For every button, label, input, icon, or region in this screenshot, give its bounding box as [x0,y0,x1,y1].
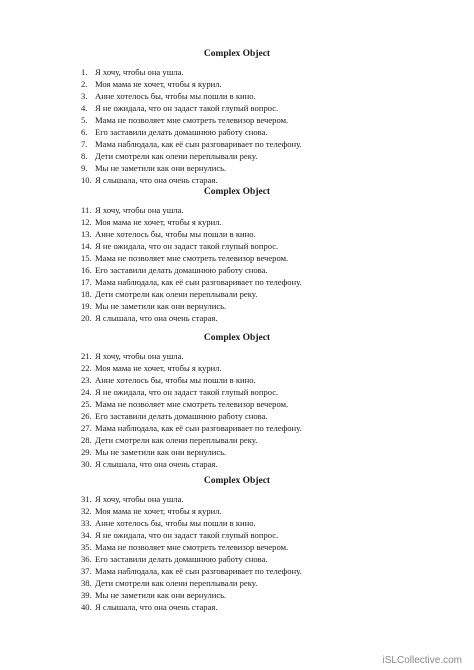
item-text: Моя мама не хочет, чтобы я курил. [95,363,222,373]
item-text: Мама не позволяет мне смотреть телевизор вечером. [95,399,289,409]
item-number: 20. [81,313,92,323]
item-text: Я хочу, чтобы она ушла. [95,205,184,215]
item-number: 36. [81,554,92,564]
list-item [81,204,302,216]
item-number: 25. [81,399,92,409]
item-text: Мы не заметили как они вернулись. [95,301,227,311]
list-item [81,350,302,362]
item-number: 9. [81,163,88,173]
item-number: 4. [81,103,88,113]
item-number: 3. [81,91,88,101]
item-text: Я хочу, чтобы она ушла. [95,67,184,77]
list-item [81,529,302,541]
item-text: Дети смотрели как олени переплывали реку. [95,578,258,588]
item-text: Я слышала, что она очень старая. [95,175,218,185]
item-text: Мы не заметили как они вернулись. [95,590,227,600]
sentence-list [81,204,302,324]
list-item [81,505,302,517]
list-item [81,162,302,174]
item-number: 28. [81,435,92,445]
list-item [81,228,302,240]
item-text: Я не ожидала, что он задаст такой глупый вопрос. [95,103,279,113]
list-item [81,288,302,300]
item-number: 33. [81,518,92,528]
list-item [81,601,302,613]
list-item [81,422,302,434]
item-text: Я слышала, что она очень старая. [95,602,218,612]
list-item [81,312,302,324]
item-number: 15. [81,253,92,263]
item-text: Мама наблюдала, как её сын разговаривает по телефону. [95,139,302,149]
list-item [81,493,302,505]
item-number: 18. [81,289,92,299]
item-text: Анне хотелось бы, чтобы мы пошли в кино. [95,229,256,239]
list-item [81,458,302,470]
list-item [81,565,302,577]
item-number: 12. [81,217,92,227]
item-number: 30. [81,459,92,469]
list-item [81,174,302,186]
list-item [81,300,302,312]
item-number: 27. [81,423,92,433]
item-text: Моя мама не хочет, чтобы я курил. [95,506,222,516]
list-item [81,114,302,126]
item-number: 8. [81,151,88,161]
item-text: Мама наблюдала, как её сын разговаривает по телефону. [95,423,302,433]
list-item [81,517,302,529]
item-number: 37. [81,566,92,576]
list-item [81,446,302,458]
item-text: Моя мама не хочет, чтобы я курил. [95,79,222,89]
item-number: 17. [81,277,92,287]
item-text: Мама не позволяет мне смотреть телевизор вечером. [95,115,289,125]
list-item [81,398,302,410]
item-number: 16. [81,265,92,275]
section-title: Complex Object [203,333,271,343]
list-item [81,102,302,114]
item-number: 40. [81,602,92,612]
list-item [81,276,302,288]
sentence-list [81,493,302,613]
item-number: 34. [81,530,92,540]
site-watermark: iSLCollective.com [382,655,462,666]
item-number: 11. [81,205,92,215]
item-number: 19. [81,301,92,311]
list-item [81,252,302,264]
item-text: Мама не позволяет мне смотреть телевизор вечером. [95,542,289,552]
item-number: 29. [81,447,92,457]
item-text: Мама наблюдала, как её сын разговаривает по телефону. [95,566,302,576]
list-item [81,150,302,162]
list-item [81,362,302,374]
item-text: Анне хотелось бы, чтобы мы пошли в кино. [95,518,256,528]
section-title: Complex Object [203,187,271,197]
item-number: 35. [81,542,92,552]
item-text: Мама наблюдала, как её сын разговаривает по телефону. [95,277,302,287]
list-item [81,553,302,565]
item-number: 7. [81,139,88,149]
item-text: Я слышала, что она очень старая. [95,313,218,323]
list-item [81,126,302,138]
list-item [81,138,302,150]
list-item [81,410,302,422]
item-number: 22. [81,363,92,373]
item-text: Мы не заметили как они вернулись. [95,447,227,457]
item-text: Анне хотелось бы, чтобы мы пошли в кино. [95,91,256,101]
sentence-list [81,66,302,186]
item-text: Анне хотелось бы, чтобы мы пошли в кино. [95,375,256,385]
item-text: Дети смотрели как олени переплывали реку. [95,435,258,445]
list-item [81,386,302,398]
item-number: 1. [81,67,88,77]
item-number: 2. [81,79,88,89]
item-text: Мы не заметили как они вернулись. [95,163,227,173]
item-text: Моя мама не хочет, чтобы я курил. [95,217,222,227]
item-number: 24. [81,387,92,397]
item-number: 23. [81,375,92,385]
item-text: Я не ожидала, что он задаст такой глупый вопрос. [95,241,279,251]
item-text: Я не ожидала, что он задаст такой глупый вопрос. [95,530,279,540]
item-text: Дети смотрели как олени переплывали реку. [95,151,258,161]
item-text: Я слышала, что она очень старая. [95,459,218,469]
item-number: 21. [81,351,92,361]
section-title: Complex Object [203,476,271,486]
list-item [81,434,302,446]
item-number: 39. [81,590,92,600]
list-item [81,216,302,228]
item-number: 13. [81,229,92,239]
list-item [81,374,302,386]
item-number: 14. [81,241,92,251]
item-number: 6. [81,127,88,137]
item-text: Дети смотрели как олени переплывали реку. [95,289,258,299]
list-item [81,589,302,601]
item-number: 26. [81,411,92,421]
item-text: Его заставили делать домашнюю работу снова. [95,554,268,564]
item-number: 10. [81,175,92,185]
item-text: Мама не позволяет мне смотреть телевизор вечером. [95,253,289,263]
item-number: 38. [81,578,92,588]
item-number: 5. [81,115,88,125]
item-number: 31. [81,494,92,504]
list-item [81,240,302,252]
item-text: Я хочу, чтобы она ушла. [95,351,184,361]
list-item [81,78,302,90]
list-item [81,541,302,553]
list-item [81,90,302,102]
item-number: 32. [81,506,92,516]
item-text: Его заставили делать домашнюю работу снова. [95,127,268,137]
sentence-list [81,350,302,470]
item-text: Его заставили делать домашнюю работу снова. [95,411,268,421]
list-item [81,577,302,589]
item-text: Его заставили делать домашнюю работу снова. [95,265,268,275]
list-item [81,66,302,78]
item-text: Я хочу, чтобы она ушла. [95,494,184,504]
list-item [81,264,302,276]
item-text: Я не ожидала, что он задаст такой глупый вопрос. [95,387,279,397]
section-title: Complex Object [203,49,271,59]
